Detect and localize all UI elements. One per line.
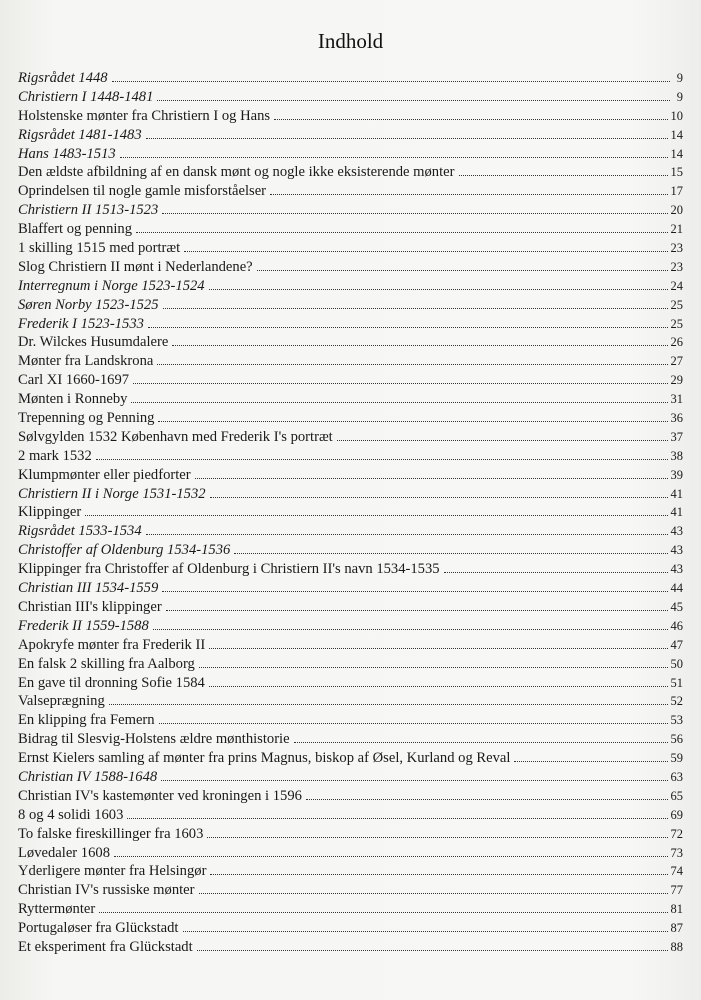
toc-entry-title: Apokryfe mønter fra Frederik II [18, 636, 206, 653]
toc-entry-title: Ernst Kielers samling af mønter fra prins Magnus, biskop af Øsel, Kurland og Reval [18, 750, 511, 767]
toc-entry [18, 390, 683, 409]
toc-entry-title: Klippinger fra Christoffer af Oldenburg i Christiern II's navn 1534-1535 [18, 561, 440, 578]
toc-entry-page: 31 [670, 392, 683, 407]
toc-entry [18, 806, 683, 825]
toc-entry-title: En klipping fra Femern [18, 712, 155, 729]
toc-entry-title: 8 og 4 solidi 1603 [18, 806, 124, 823]
toc-entry-title: To falske fireskillinger fra 1603 [18, 825, 204, 842]
dot-leader [136, 232, 667, 233]
toc-entry-title: Christiern II i Norge 1531-1532 [18, 485, 206, 502]
toc-entry [18, 503, 683, 522]
toc-entry-page: 25 [670, 297, 683, 312]
dot-leader [209, 648, 667, 649]
page-title: Indhold [317, 29, 384, 53]
toc-entry-title: Christian IV's russiske mønter [18, 882, 195, 899]
toc-entry-title: Christiern I 1448-1481 [18, 88, 154, 105]
toc-entry-title: 2 mark 1532 [18, 447, 92, 464]
toc-entry [18, 88, 683, 107]
toc-entry-title: Blaffert og penning [18, 221, 133, 238]
dot-leader [162, 213, 667, 214]
toc-entry [18, 692, 683, 711]
dot-leader [459, 175, 668, 176]
toc-entry [18, 541, 683, 560]
toc-entry-title: Holstenske mønter fra Christiern I og Hans [18, 107, 271, 124]
toc-entry-page: 72 [670, 826, 683, 841]
toc-entry [18, 447, 683, 466]
toc-entry [18, 182, 683, 201]
dot-leader [210, 874, 667, 875]
toc-entry-page: 63 [670, 769, 683, 784]
toc-entry-title: Sølvgylden 1532 København med Frederik I's portræt [18, 428, 333, 445]
toc-entry-title: Mønten i Ronneby [18, 391, 128, 408]
toc-entry [18, 617, 683, 636]
toc-entry [18, 881, 683, 900]
toc-entry-title: Bidrag til Slesvig-Holstens ældre mønthistorie [18, 731, 290, 748]
dot-leader [159, 723, 668, 724]
dot-leader [157, 364, 667, 365]
toc-entry [18, 333, 683, 352]
toc-entry-page: 65 [670, 788, 683, 803]
toc-entry-page: 73 [670, 845, 683, 860]
dot-leader [257, 270, 668, 271]
toc-entry-page: 37 [670, 429, 683, 444]
toc-entry-title: Christoffer af Oldenburg 1534-1536 [18, 542, 231, 559]
toc-entry [18, 163, 683, 182]
toc-entry [18, 201, 683, 220]
toc-entry [18, 938, 683, 957]
dot-leader [146, 534, 668, 535]
dot-leader [337, 440, 668, 441]
toc-entry [18, 598, 683, 617]
toc-entry [18, 239, 683, 258]
toc-entry [18, 655, 683, 674]
toc-entry-title: Christian IV's kastemønter ved kroningen i 1596 [18, 787, 302, 804]
toc-entry-page: 10 [670, 108, 683, 123]
toc-entry-title: Portugaløser fra Glückstadt [18, 920, 179, 937]
toc-entry-page: 87 [670, 921, 683, 936]
toc-entry-title: Christian III 1534-1559 [18, 580, 159, 597]
toc-entry-title: Dr. Wilckes Husumdalere [18, 334, 169, 351]
toc-entry-title: Yderligere mønter fra Helsingør [18, 863, 207, 880]
toc-entry [18, 220, 683, 239]
toc-entry-page: 88 [670, 939, 683, 954]
toc-entry-title: Klippinger [18, 504, 82, 521]
toc-entry-page: 56 [670, 732, 683, 747]
toc-entry-page: 21 [670, 222, 683, 237]
toc-entry-page: 26 [670, 335, 683, 350]
dot-leader [274, 119, 667, 120]
dot-leader [294, 742, 668, 743]
dot-leader [183, 931, 668, 932]
toc-entry-title: Hans 1483-1513 [18, 145, 116, 162]
toc-entry-page: 47 [670, 637, 683, 652]
dot-leader [162, 591, 667, 592]
toc-entry [18, 371, 683, 390]
toc-entry-title: Søren Norby 1523-1525 [18, 296, 159, 313]
toc-entry-page: 24 [670, 278, 683, 293]
toc-entry-page: 81 [670, 902, 683, 917]
toc-entry-page: 44 [670, 581, 683, 596]
toc-entry-page: 9 [676, 71, 683, 85]
toc-entry-page: 38 [670, 448, 683, 463]
toc-entry [18, 711, 683, 730]
toc-entry [18, 126, 683, 145]
dot-leader [166, 610, 668, 611]
dot-leader [148, 327, 668, 328]
toc-entry-title: Frederik II 1559-1588 [18, 617, 149, 634]
toc-entry [18, 315, 683, 334]
toc-entry-title: Christian IV 1588-1648 [18, 768, 158, 785]
toc-entry-page: 43 [670, 562, 683, 577]
toc-entry [18, 428, 683, 447]
dot-leader [153, 629, 668, 630]
toc-entry [18, 258, 683, 277]
toc-entry [18, 560, 683, 579]
toc-entry-page: 74 [670, 864, 683, 879]
toc-entry-page: 59 [670, 751, 683, 766]
dot-leader [199, 893, 668, 894]
toc-entry-title: Interregnum i Norge 1523-1524 [18, 277, 205, 294]
dot-leader [120, 157, 668, 158]
toc-entry-title: Carl XI 1660-1697 [18, 372, 130, 389]
toc-entry-title: Klumpmønter eller piedforter [18, 466, 191, 483]
dot-leader [172, 345, 667, 346]
dot-leader [444, 572, 668, 573]
dot-leader [96, 459, 668, 460]
toc-entry-title: Ryttermønter [18, 901, 96, 918]
toc-entry-page: 9 [676, 89, 683, 104]
toc-entry-page: 52 [670, 694, 683, 709]
dot-leader [109, 704, 668, 705]
dot-leader [207, 837, 667, 838]
toc-entry-title: Den ældste afbildning af en dansk mønt og nogle ikke eksisterende mønter [18, 164, 455, 181]
toc-entry-page: 45 [670, 599, 683, 614]
toc-entry [18, 674, 683, 693]
toc-entry [18, 466, 683, 485]
toc-entry [18, 409, 683, 428]
toc-entry-page: 41 [670, 486, 683, 501]
toc-entry-title: Frederik I 1523-1533 [18, 315, 144, 332]
toc-entry [18, 352, 683, 371]
toc-entry-title: Mønter fra Landskrona [18, 353, 154, 370]
toc-entry [18, 636, 683, 655]
toc-entry [18, 844, 683, 863]
dot-leader [197, 950, 668, 951]
toc-entry-page: 69 [670, 807, 683, 822]
toc-entry [18, 145, 683, 164]
toc-entry-page: 23 [670, 241, 683, 256]
toc-entry [18, 69, 683, 88]
toc-entry-title: Løvedaler 1608 [18, 844, 110, 861]
toc-entry-page: 25 [670, 316, 683, 331]
toc-entry-title: Christian III's klippinger [18, 598, 162, 615]
toc-entry-page: 77 [670, 883, 683, 898]
toc-entry-page: 46 [670, 618, 683, 633]
toc-entry [18, 485, 683, 504]
toc-entry-page: 41 [670, 505, 683, 520]
toc-entry-title: En falsk 2 skilling fra Aalborg [18, 655, 195, 672]
toc-entry-title: Rigsrådet 1448 [18, 70, 108, 86]
toc-entry-title: Valseprægning [18, 693, 105, 710]
toc-entry [18, 862, 683, 881]
toc-entry-title: Rigsrådet 1533-1534 [18, 523, 142, 540]
dot-leader [210, 497, 668, 498]
dot-leader [161, 780, 667, 781]
dot-leader [131, 402, 667, 403]
toc-entry-title: Trepenning og Penning [18, 410, 155, 427]
toc-entry [18, 768, 683, 787]
toc-entry [18, 825, 683, 844]
dot-leader [114, 856, 668, 857]
toc-entry-page: 15 [670, 165, 683, 180]
toc-entry [18, 749, 683, 768]
toc-entry-title: En gave til dronning Sofie 1584 [18, 674, 205, 691]
dot-leader [85, 515, 667, 516]
toc-entry-page: 29 [670, 373, 683, 388]
toc-entry-page: 43 [670, 524, 683, 539]
toc-entry-page: 36 [670, 411, 683, 426]
toc-entry-page: 14 [670, 146, 683, 161]
dot-leader [514, 761, 667, 762]
toc-entry [18, 730, 683, 749]
toc-entry-title: 1 skilling 1515 med portræt [18, 240, 181, 257]
toc-entry-page: 17 [670, 184, 683, 199]
dot-leader [209, 686, 668, 687]
dot-leader [163, 308, 668, 309]
dot-leader [209, 289, 668, 290]
toc-entry-page: 50 [670, 656, 683, 671]
toc-entry-page: 43 [670, 543, 683, 558]
toc-entry-page: 39 [670, 467, 683, 482]
dot-leader [133, 383, 667, 384]
dot-leader [157, 100, 670, 101]
dot-leader [146, 138, 668, 139]
toc-entry [18, 107, 683, 126]
dot-leader [184, 251, 667, 252]
dot-leader [234, 553, 667, 554]
dot-leader [306, 799, 668, 800]
dot-leader [270, 194, 667, 195]
dot-leader [158, 421, 667, 422]
toc-entry-page: 53 [670, 713, 683, 728]
toc-entry-title: Et eksperiment fra Glückstadt [18, 938, 193, 955]
table-of-contents [18, 69, 683, 957]
toc-entry [18, 522, 683, 541]
toc-entry [18, 787, 683, 806]
dot-leader [195, 478, 668, 479]
toc-entry [18, 900, 683, 919]
toc-entry [18, 296, 683, 315]
toc-entry-title: Slog Christiern II mønt i Nederlandene? [18, 258, 253, 275]
toc-entry-page: 27 [670, 354, 683, 369]
toc-entry [18, 919, 683, 938]
dot-leader [127, 818, 667, 819]
toc-entry-page: 51 [670, 675, 683, 690]
dot-leader [112, 81, 670, 82]
toc-entry [18, 277, 683, 296]
toc-entry-title: Rigsrådet 1481-1483 [18, 126, 142, 143]
toc-entry-page: 14 [670, 127, 683, 142]
toc-entry-title: Oprindelsen til nogle gamle misforståelser [18, 183, 267, 200]
dot-leader [99, 912, 667, 913]
dot-leader [199, 667, 668, 668]
toc-entry-title: Christiern II 1513-1523 [18, 202, 159, 219]
toc-entry-page: 20 [670, 203, 683, 218]
toc-entry-page: 23 [670, 259, 683, 274]
toc-entry [18, 579, 683, 598]
